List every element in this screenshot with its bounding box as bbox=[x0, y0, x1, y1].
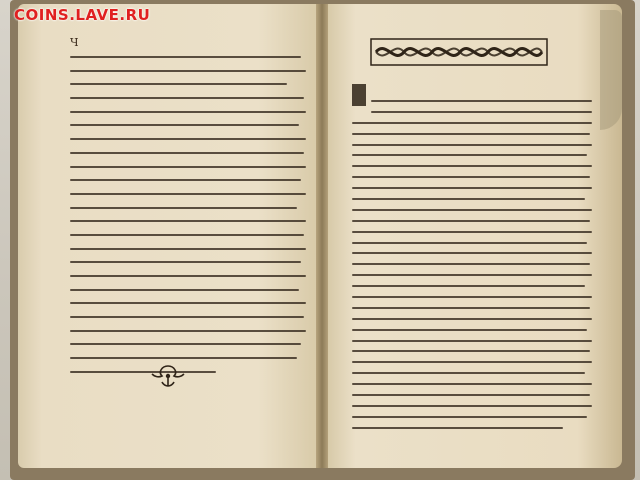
text-line bbox=[70, 302, 306, 304]
text-line bbox=[352, 144, 592, 146]
right-page-text bbox=[352, 100, 592, 438]
text-line bbox=[352, 350, 590, 352]
text-line bbox=[70, 316, 304, 318]
text-line bbox=[352, 405, 592, 407]
text-line bbox=[352, 307, 590, 309]
text-line bbox=[352, 318, 592, 320]
text-line bbox=[70, 97, 304, 99]
text-line bbox=[352, 231, 592, 233]
text-line bbox=[70, 138, 306, 140]
text-line bbox=[70, 261, 301, 263]
page-edge-wear bbox=[600, 10, 622, 130]
text-line bbox=[352, 176, 590, 178]
text-line bbox=[352, 329, 587, 331]
text-line bbox=[371, 100, 592, 102]
text-line bbox=[352, 361, 592, 363]
text-line bbox=[352, 274, 592, 276]
text-line bbox=[70, 371, 216, 373]
text-line bbox=[70, 275, 306, 277]
text-line bbox=[352, 220, 590, 222]
text-line bbox=[352, 198, 585, 200]
text-line bbox=[352, 263, 590, 265]
headpiece-ornament-icon bbox=[370, 38, 548, 66]
text-line bbox=[70, 152, 304, 154]
text-line bbox=[70, 357, 297, 359]
text-line bbox=[352, 209, 592, 211]
text-line bbox=[70, 207, 297, 209]
text-line bbox=[70, 83, 287, 85]
text-line bbox=[352, 133, 590, 135]
text-line bbox=[70, 166, 306, 168]
left-page-text bbox=[70, 56, 306, 385]
text-line bbox=[70, 289, 299, 291]
text-line bbox=[371, 111, 592, 113]
text-line bbox=[352, 187, 592, 189]
text-line bbox=[352, 242, 587, 244]
text-line bbox=[70, 193, 306, 195]
text-line bbox=[352, 383, 592, 385]
text-line bbox=[352, 285, 585, 287]
text-line bbox=[70, 124, 299, 126]
text-line bbox=[352, 252, 592, 254]
text-line bbox=[70, 248, 306, 250]
text-line bbox=[352, 296, 592, 298]
text-line bbox=[70, 179, 301, 181]
page-number: Ч bbox=[70, 36, 79, 49]
text-line bbox=[352, 165, 592, 167]
text-line bbox=[352, 154, 587, 156]
watermark: COINS.LAVE.RU bbox=[14, 6, 151, 24]
text-line bbox=[352, 394, 590, 396]
text-line bbox=[70, 343, 301, 345]
text-line bbox=[70, 56, 301, 58]
tailpiece-ornament-icon bbox=[150, 362, 186, 390]
text-line bbox=[70, 234, 304, 236]
text-line bbox=[70, 330, 306, 332]
text-line bbox=[352, 340, 592, 342]
text-line bbox=[352, 427, 563, 429]
text-line bbox=[352, 416, 587, 418]
text-line bbox=[70, 70, 306, 72]
text-line bbox=[70, 220, 306, 222]
text-line bbox=[352, 122, 592, 124]
text-line bbox=[352, 372, 585, 374]
book-gutter bbox=[316, 4, 328, 468]
text-line bbox=[70, 111, 306, 113]
